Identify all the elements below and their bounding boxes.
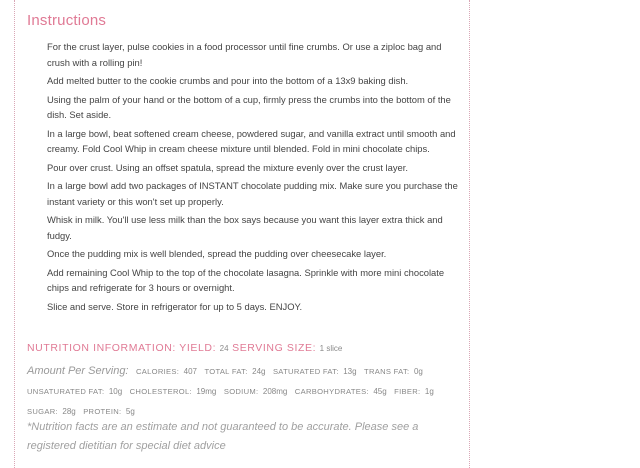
nutrition-row [27, 360, 447, 380]
instruction-step: In a large bowl add two packages of INSTANT chocolate pudding mix. Make sure you purchase the instant variety or this won't set up properly. [47, 180, 458, 207]
protein-value: 5g [125, 407, 135, 416]
fiber-value: 1g [424, 387, 434, 396]
instruction-step: Pour over crust. Using an offset spatula, spread the mixture evenly over the crust layer. [47, 161, 408, 173]
protein-label: PROTEIN: [83, 407, 122, 416]
serving-size-value: 1 slice [319, 344, 343, 353]
instruction-step: Add melted butter to the cookie crumbs and pour into the bottom of a 13x9 baking dish. [47, 75, 409, 86]
instructions-heading: Instructions [27, 12, 107, 29]
nutrition-heading: NUTRITION INFORMATION: [27, 342, 176, 354]
amount-per-serving-label: Amount Per Serving: [27, 365, 129, 377]
cholesterol-value: 19mg [196, 387, 217, 396]
nutrition-row [27, 400, 447, 420]
instruction-step: Slice and serve. Store in refrigerator for up to 5 days. ENJOY. [47, 300, 303, 312]
instruction-step: Once the pudding mix is well blended, spread the pudding over cheesecake layer. [47, 248, 387, 259]
instruction-step: In a large bowl, beat softened cream cheese, powdered sugar, and vanilla extract until smooth and creamy. Fold Cool Whip in cream cheese mixture until blended. Fold in mini chocolate chips. [47, 127, 456, 154]
instruction-step: Using the palm of your hand or the bottom of a cup, firmly press the crumbs into the bottom of the dish. Set aside. [47, 93, 451, 120]
calories-label: CALORIES: [135, 367, 180, 376]
unsaturated-fat-label: UNSATURATED FAT: [27, 387, 105, 396]
instructions-list [47, 39, 459, 317]
sodium-value: 208mg [262, 387, 288, 396]
instruction-step: Add remaining Cool Whip to the top of the chocolate lasagna. Sprinkle with more mini chocolate chips and refrigerate for 3 hours or overnight. [47, 266, 445, 293]
total-fat-label: TOTAL FAT: [204, 367, 248, 376]
yield-label: YIELD: [179, 342, 217, 354]
calories-value: 407 [183, 367, 197, 376]
unsaturated-fat-value: 10g [108, 387, 123, 396]
sodium-label: SODIUM: [223, 387, 259, 396]
carbohydrates-label: CARBOHYDRATES: [294, 387, 369, 396]
nutrition-facts [27, 360, 447, 420]
nutrition-row [27, 380, 447, 400]
instruction-step: For the crust layer, pulse cookies in a food processor until fine crumbs. Or use a ziploc bag and crush with a rolling pin! [47, 41, 442, 68]
sugar-value: 28g [62, 407, 76, 416]
nutrition-header [27, 342, 342, 354]
trans-fat-value: 0g [413, 367, 423, 376]
carbohydrates-value: 45g [373, 387, 387, 396]
trans-fat-label: TRANS FAT: [364, 367, 410, 376]
sugar-label: SUGAR: [27, 407, 58, 416]
fiber-label: FIBER: [394, 387, 421, 396]
cholesterol-label: CHOLESTEROL: [129, 387, 192, 396]
saturated-fat-label: SATURATED FAT: [272, 367, 339, 376]
total-fat-value: 24g [252, 367, 266, 376]
saturated-fat-value: 13g [343, 367, 357, 376]
yield-value: 24 [219, 344, 229, 353]
serving-size-label: SERVING SIZE: [232, 342, 317, 354]
instruction-step: Whisk in milk. You'll use less milk than the box says because you want this layer extra thick and fudgy. [47, 214, 443, 241]
nutrition-disclaimer: *Nutrition facts are an estimate and not guaranteed to be accurate. Please see a registered dietitian for special diet advice [27, 421, 419, 452]
